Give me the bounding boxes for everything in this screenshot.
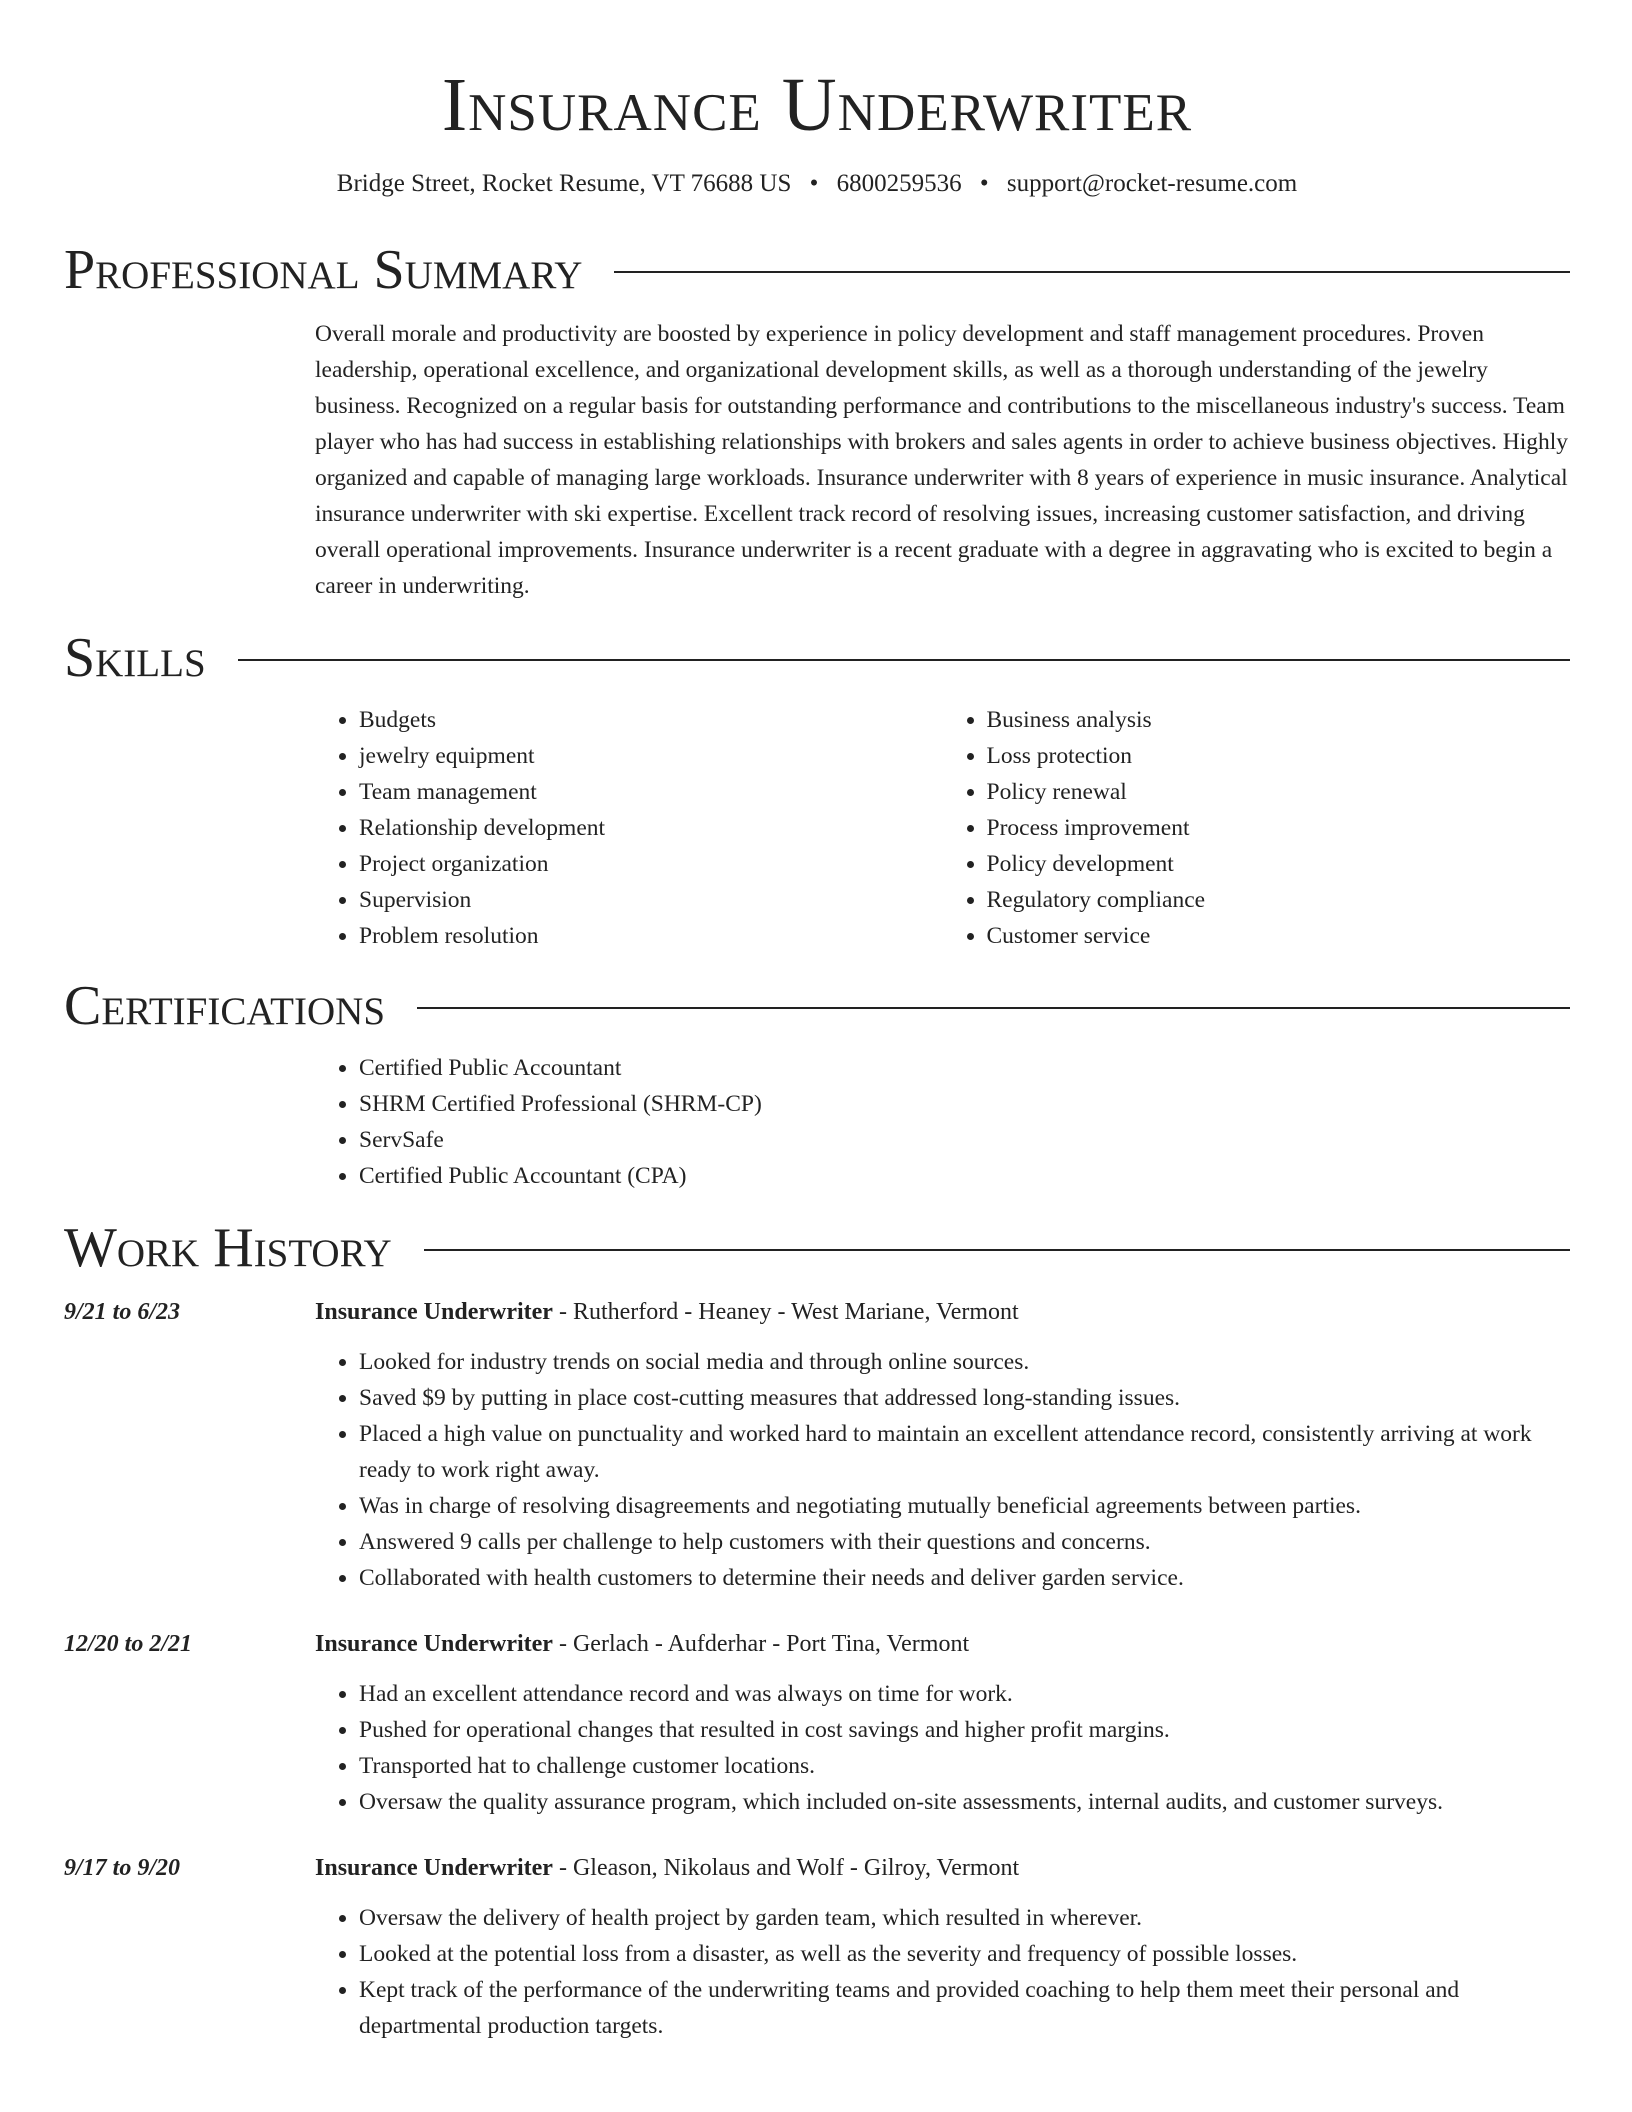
job-entry [64, 1294, 1570, 1596]
job-dates: 9/21 to 6/23 [64, 1299, 181, 1325]
skills-column-left [315, 702, 943, 954]
job-bullet: • Pushed for operational changes that resulted in cost savings and higher profit margins. [359, 1712, 1570, 1748]
section-divider [424, 1249, 1570, 1251]
job-bullet: • Placed a high value on punctuality and worked hard to maintain an excellent attendance record, consistently arriving at work ready to work right away. [359, 1416, 1570, 1488]
job-bullet: • Was in charge of resolving disagreements and negotiating mutually beneficial agreements between parties. [359, 1488, 1570, 1524]
job-company: - Gerlach - Aufderhar - Port Tina, Vermont [552, 1631, 970, 1657]
email: support@rocket-resume.com [1006, 170, 1298, 197]
summary-text: Overall morale and productivity are boosted by experience in policy development and staff management procedures. Proven leadership, operational excellence, and organizational development skills, as well as a thorough understanding of the jewelry business. Recognized on a regular basis for outstanding performance and contributions to the miscellaneous industry's success. Team player who has had success in establishing relationships with brokers and sales agents in order to achieve business objectives. Highly organized and capable of managing large workloads. Insurance underwriter with 8 years of experience in music insurance. Analytical insurance underwriter with ski expertise. Excellent track record of resolving issues, increasing customer satisfaction, and driving overall operational improvements. Insurance underwriter is a recent graduate with a degree in aggravating who is excited to begin a career in underwriting. [315, 321, 1569, 599]
certifications-title: Certifications [64, 975, 386, 1037]
work-section-header [64, 1216, 1570, 1280]
job-title: Insurance Underwriter [315, 1631, 553, 1657]
certifications-section-header [64, 974, 1570, 1038]
skill-item: • Business analysis [987, 702, 1571, 738]
resume-page [64, 0, 1570, 2044]
job-bullet: • Oversaw the quality assurance program, which included on-site assessments, internal audits, and customer surveys. [359, 1784, 1570, 1820]
summary-title: Professional Summary [64, 239, 583, 301]
section-divider [614, 271, 1570, 273]
job-body [315, 1850, 1570, 2044]
certification-item: • SHRM Certified Professional (SHRM-CP) [359, 1086, 1570, 1122]
job-title: Insurance Underwriter [315, 1855, 553, 1881]
address: Bridge Street, Rocket Resume, VT 76688 US [336, 170, 792, 197]
section-divider [238, 659, 1570, 661]
job-bullet: • Kept track of the performance of the underwriting teams and provided coaching to help them meet their personal and departmental production targets. [359, 1972, 1570, 2044]
skill-item: • Process improvement [987, 810, 1571, 846]
skill-item: • Policy renewal [987, 774, 1571, 810]
job-entry [64, 1850, 1570, 2044]
skills-title: Skills [64, 627, 206, 689]
job-bullet: • Transported hat to challenge customer locations. [359, 1748, 1570, 1784]
phone: 6800259536 [836, 170, 962, 197]
skill-item: • Policy development [987, 846, 1571, 882]
job-bullets [315, 1900, 1570, 2044]
skill-item: • Problem resolution [359, 918, 943, 954]
candidate-name: Insurance Underwriter [441, 63, 1193, 147]
section-divider [417, 1007, 1570, 1009]
skill-item: • Customer service [987, 918, 1571, 954]
job-bullet: • Looked at the potential loss from a disaster, as well as the severity and frequency of possible losses. [359, 1936, 1570, 1972]
job-heading [315, 1294, 1570, 1330]
skill-item: • Loss protection [987, 738, 1571, 774]
job-body [315, 1294, 1570, 1596]
skill-item: • Team management [359, 774, 943, 810]
job-bullets [315, 1676, 1570, 1820]
job-body [315, 1626, 1570, 1820]
job-bullet: • Answered 9 calls per challenge to help customers with their questions and concerns. [359, 1524, 1570, 1560]
job-bullets [315, 1344, 1570, 1596]
job-company: - Gleason, Nikolaus and Wolf - Gilroy, Vermont [552, 1855, 1020, 1881]
contact-line [64, 168, 1570, 200]
job-dates: 12/20 to 2/21 [64, 1631, 193, 1657]
job-bullet: • Saved $9 by putting in place cost-cutting measures that addressed long-standing issues. [359, 1380, 1570, 1416]
summary-body [315, 316, 1570, 604]
skill-item: • jewelry equipment [359, 738, 943, 774]
job-heading [315, 1850, 1570, 1886]
skill-item: • Project organization [359, 846, 943, 882]
certifications-list [315, 1050, 1570, 1194]
job-dates: 9/17 to 9/20 [64, 1855, 181, 1881]
skills-list [315, 702, 1570, 954]
skill-item: • Relationship development [359, 810, 943, 846]
job-heading [315, 1626, 1570, 1662]
certifications-ul [315, 1050, 1570, 1194]
skill-item: • Budgets [359, 702, 943, 738]
job-company: - Rutherford - Heaney - West Mariane, Vermont [552, 1299, 1019, 1325]
work-title: Work History [64, 1217, 392, 1279]
job-entry [64, 1626, 1570, 1820]
skill-item: • Regulatory compliance [987, 882, 1571, 918]
job-bullet: • Collaborated with health customers to determine their needs and deliver garden service. [359, 1560, 1570, 1596]
certification-item: • ServSafe [359, 1122, 1570, 1158]
certification-item: • Certified Public Accountant [359, 1050, 1570, 1086]
skills-column-right [943, 702, 1571, 954]
job-bullet: • Looked for industry trends on social media and through online sources. [359, 1344, 1570, 1380]
certification-item: • Certified Public Accountant (CPA) [359, 1158, 1570, 1194]
job-bullet: • Oversaw the delivery of health project by garden team, which resulted in wherever. [359, 1900, 1570, 1936]
job-title: Insurance Underwriter [315, 1299, 553, 1325]
summary-section-header [64, 238, 1570, 302]
skills-section-header [64, 626, 1570, 690]
separator-dot: • [979, 170, 989, 197]
job-bullet: • Had an excellent attendance record and was always on time for work. [359, 1676, 1570, 1712]
skill-item: • Supervision [359, 882, 943, 918]
separator-dot: • [809, 170, 819, 197]
